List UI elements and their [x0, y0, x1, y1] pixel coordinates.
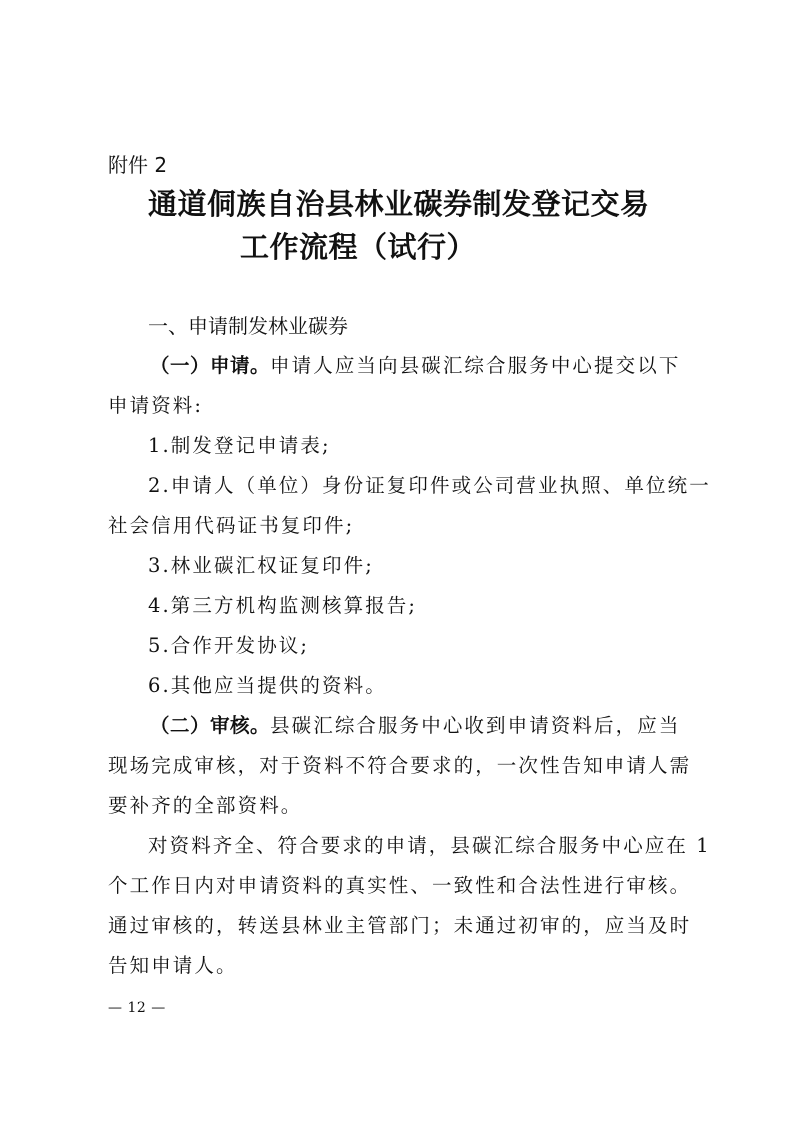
- review-para2-line-2: 个工作日内对申请资料的真实性、一致性和合法性进行审核。: [108, 874, 692, 897]
- section-heading-apply-issuance: 一、申请制发林业碳券: [148, 314, 348, 338]
- review-para2-line-1: 对资料齐全、符合要求的申请，县碳汇综合服务中心应在 1: [148, 834, 711, 857]
- list-item-continuation: 社会信用代码证书复印件;: [108, 514, 355, 537]
- review-para2-line-4: 告知申请人。: [108, 954, 238, 977]
- list-item: 1.制发登记申请表;: [148, 434, 331, 457]
- apply-label: （一）申请。: [150, 354, 271, 377]
- apply-paragraph-line-2: 申请资料:: [108, 394, 204, 417]
- review-label: （二）审核。: [150, 714, 271, 737]
- list-item: 2.申请人（单位）身份证复印件或公司营业执照、单位统一: [148, 474, 711, 497]
- annex-label: 附件 2: [108, 153, 168, 177]
- list-item: 5.合作开发协议;: [148, 634, 310, 657]
- review-para2-line-3: 通过审核的，转送县林业主管部门；未通过初审的，应当及时: [108, 914, 692, 937]
- list-item: 6.其他应当提供的资料。: [148, 674, 387, 697]
- list-item: 3.林业碳汇权证复印件;: [148, 554, 374, 577]
- apply-paragraph-line-1: [150, 350, 680, 378]
- review-text: 县碳汇综合服务中心收到申请资料后，应当: [270, 714, 681, 737]
- document-title-line-1: 通道侗族自治县林业碳券制发登记交易: [148, 187, 650, 221]
- list-item: 4.第三方机构监测核算报告;: [148, 594, 418, 617]
- review-paragraph-line-1: [150, 710, 680, 738]
- page-number: — 12 —: [108, 1000, 166, 1016]
- review-paragraph-line-3: 要补齐的全部资料。: [108, 794, 303, 817]
- apply-text: 申请人应当向县碳汇综合服务中心提交以下: [270, 354, 681, 377]
- document-title-line-2: 工作流程（试行）: [240, 230, 477, 264]
- review-paragraph-line-2: 现场完成审核，对于资料不符合要求的，一次性告知申请人需: [108, 754, 692, 777]
